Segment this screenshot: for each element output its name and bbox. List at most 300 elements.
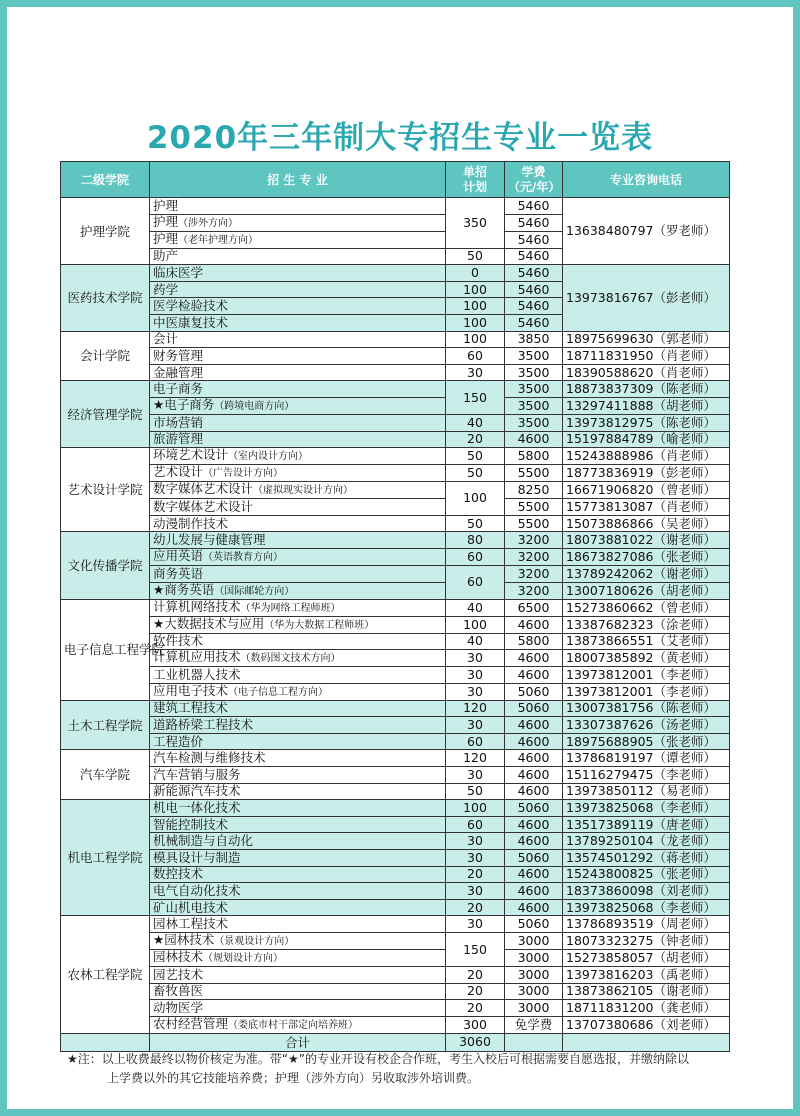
table-row	[61, 733, 730, 750]
plan-count: 30	[446, 650, 505, 667]
plan-count: 40	[446, 633, 505, 650]
consult-phone: 15073886866（吴老师）	[563, 515, 730, 532]
major-direction: （涉外方向）	[178, 217, 239, 229]
tuition-fee: 4600	[505, 717, 563, 734]
table-row	[61, 448, 730, 465]
table-row	[61, 833, 730, 850]
table-row	[61, 599, 730, 616]
table-row	[61, 650, 730, 667]
table-row	[61, 616, 730, 633]
plan-count: 100	[446, 616, 505, 633]
major-name: ★园林技术	[153, 932, 215, 947]
major-cell	[150, 783, 446, 800]
table-row	[61, 565, 730, 582]
tuition-fee: 3850	[505, 331, 563, 348]
major-cell	[150, 499, 446, 516]
plan-count: 20	[446, 967, 505, 984]
consult-phone: 13707380686（刘老师）	[563, 1016, 730, 1033]
major-name: 机械制造与自动化	[153, 833, 254, 849]
major-cell	[150, 1000, 446, 1017]
major-name: 畜牧兽医	[153, 983, 204, 999]
plan-count: 20	[446, 899, 505, 916]
table-row	[61, 465, 730, 482]
major-name: 金融管理	[153, 364, 204, 380]
table-row	[61, 899, 730, 916]
major-name: 园林技术	[153, 949, 204, 964]
header-fee	[505, 162, 563, 198]
major-direction: （华为大数据工程师班）	[264, 619, 375, 631]
table-row	[61, 983, 730, 1000]
major-cell	[150, 248, 446, 265]
plan-count: 20	[446, 866, 505, 883]
major-name: 数字媒体艺术设计	[153, 481, 254, 497]
header-plan	[446, 162, 505, 198]
table-row	[61, 397, 730, 414]
table-row	[61, 850, 730, 867]
tuition-fee: 8250	[505, 482, 563, 499]
plan-count: 60	[446, 348, 505, 365]
tuition-fee: 3500	[505, 414, 563, 431]
consult-phone: 15197884789（喻老师）	[563, 431, 730, 448]
major-direction: （华为网络工程师班）	[240, 602, 341, 614]
consult-phone: 13517389119（唐老师）	[563, 816, 730, 833]
consult-phone: 13789250104（龙老师）	[563, 833, 730, 850]
major-name: 会计	[153, 331, 179, 347]
major-name: 模具设计与制造	[153, 849, 241, 865]
plan-count: 100	[446, 800, 505, 817]
tuition-fee: 5460	[505, 314, 563, 331]
major-name: 农村经营管理	[153, 1015, 229, 1031]
major-direction: （英语教育方向）	[203, 551, 284, 563]
plan-count: 150	[446, 933, 505, 967]
tuition-fee: 5800	[505, 448, 563, 465]
table-row	[61, 414, 730, 431]
consult-phone: 15773813087（肖老师）	[563, 499, 730, 516]
major-name: 旅游管理	[153, 431, 204, 447]
plan-count: 100	[446, 331, 505, 348]
consult-phone: 18873837309（陈老师）	[563, 381, 730, 398]
plan-count: 100	[446, 314, 505, 331]
consult-phone: 13973812001（李老师）	[563, 667, 730, 684]
consult-phone: 18975699630（郭老师）	[563, 331, 730, 348]
major-direction: （国际邮轮方向）	[214, 585, 295, 597]
major-cell	[150, 381, 446, 398]
major-cell	[150, 899, 446, 916]
border-top	[0, 0, 800, 7]
major-cell	[150, 431, 446, 448]
tuition-fee: 5460	[505, 231, 563, 248]
major-cell	[150, 548, 446, 565]
major-direction: （室内设计方向）	[228, 451, 309, 463]
tuition-fee: 5460	[505, 198, 563, 215]
tuition-fee: 5460	[505, 214, 563, 231]
college-name: 机电工程学院	[61, 800, 150, 916]
tuition-fee: 4600	[505, 616, 563, 633]
table-row	[61, 866, 730, 883]
consult-phone: 13973812001（李老师）	[563, 683, 730, 700]
border-bottom	[0, 1109, 800, 1116]
consult-phone: 18373860098（刘老师）	[563, 883, 730, 900]
table-row	[61, 482, 730, 499]
major-name: 数控技术	[153, 866, 204, 882]
header-plan-line1: 单招	[462, 164, 487, 179]
major-direction: （电子信息工程方向）	[228, 686, 329, 698]
tuition-fee: 5060	[505, 683, 563, 700]
major-direction: （广告设计方向）	[203, 468, 284, 480]
major-cell	[150, 866, 446, 883]
table-row	[61, 816, 730, 833]
major-cell	[150, 599, 446, 616]
major-name: 新能源汽车技术	[153, 783, 241, 799]
table-row	[61, 348, 730, 365]
major-cell	[150, 950, 446, 967]
plan-count: 80	[446, 532, 505, 549]
major-name: 矿山机电技术	[153, 899, 229, 915]
major-cell	[150, 967, 446, 984]
table-row	[61, 800, 730, 817]
consult-phone: 13973812975（陈老师）	[563, 414, 730, 431]
consult-phone: 15273858057（胡老师）	[563, 950, 730, 967]
consult-phone: 13973825068（李老师）	[563, 800, 730, 817]
consult-phone: 15243888986（肖老师）	[563, 448, 730, 465]
table-row	[61, 364, 730, 381]
college-name: 农林工程学院	[61, 916, 150, 1033]
consult-phone: 18773836919（彭老师）	[563, 465, 730, 482]
plan-count: 30	[446, 717, 505, 734]
major-cell	[150, 298, 446, 315]
plan-count: 40	[446, 414, 505, 431]
major-cell	[150, 933, 446, 950]
tuition-fee: 3000	[505, 950, 563, 967]
plan-count: 30	[446, 767, 505, 784]
major-cell	[150, 265, 446, 282]
plan-count: 30	[446, 883, 505, 900]
consult-phone: 13387682323（涂老师）	[563, 616, 730, 633]
consult-phone: 18975688905（张老师）	[563, 733, 730, 750]
border-right	[793, 0, 800, 1116]
tuition-fee: 4600	[505, 866, 563, 883]
tuition-fee: 5060	[505, 916, 563, 933]
consult-phone: 18073881022（谢老师）	[563, 532, 730, 549]
table-row	[61, 532, 730, 549]
major-cell	[150, 816, 446, 833]
major-cell	[150, 700, 446, 717]
tuition-fee: 4600	[505, 783, 563, 800]
table-row	[61, 700, 730, 717]
plan-count: 60	[446, 816, 505, 833]
tuition-fee: 3200	[505, 565, 563, 582]
plan-count: 30	[446, 364, 505, 381]
major-cell	[150, 683, 446, 700]
major-name: 市场营销	[153, 414, 204, 430]
table-row	[61, 683, 730, 700]
consult-phone: 13007381756（陈老师）	[563, 700, 730, 717]
footnote-line-1: ★注：以上收费最终以物价核定为准。带“★”的专业开设有校企合作班，考生入校后可根据需要自愿选报，并缴纳除以	[67, 1052, 689, 1066]
plan-count: 0	[446, 265, 505, 282]
plan-count: 30	[446, 683, 505, 700]
tuition-fee: 4600	[505, 733, 563, 750]
major-cell	[150, 633, 446, 650]
table-row	[61, 717, 730, 734]
footnote	[67, 1050, 747, 1088]
tuition-fee: 5500	[505, 465, 563, 482]
major-cell	[150, 1016, 446, 1033]
plan-count: 30	[446, 833, 505, 850]
major-cell	[150, 348, 446, 365]
table-row	[61, 499, 730, 516]
major-cell	[150, 281, 446, 298]
tuition-fee: 4600	[505, 899, 563, 916]
major-cell	[150, 850, 446, 867]
major-cell	[150, 833, 446, 850]
consult-phone: 13297411888（胡老师）	[563, 397, 730, 414]
major-name: 汽车营销与服务	[153, 766, 241, 782]
major-name: 环境艺术设计	[153, 447, 229, 463]
tuition-fee: 3000	[505, 1000, 563, 1017]
tuition-fee: 3000	[505, 933, 563, 950]
consult-phone: 13307387626（汤老师）	[563, 717, 730, 734]
consult-phone: 13789242062（谢老师）	[563, 565, 730, 582]
major-name: 汽车检测与维修技术	[153, 750, 266, 766]
tuition-fee: 4600	[505, 833, 563, 850]
major-cell	[150, 916, 446, 933]
tuition-fee: 3200	[505, 548, 563, 565]
tuition-fee: 3500	[505, 381, 563, 398]
tuition-fee: 免学费	[505, 1016, 563, 1033]
tuition-fee: 4600	[505, 431, 563, 448]
college-name: 土木工程学院	[61, 700, 150, 750]
consult-phone: 18711831200（龚老师）	[563, 1000, 730, 1017]
major-name: 应用电子技术	[153, 682, 229, 698]
tuition-fee: 6500	[505, 599, 563, 616]
major-name: 建筑工程技术	[153, 700, 229, 716]
major-cell	[150, 397, 446, 414]
major-name: 计算机网络技术	[153, 598, 241, 614]
major-cell	[150, 616, 446, 633]
tuition-fee: 3500	[505, 364, 563, 381]
major-name: 机电一体化技术	[153, 800, 241, 816]
plan-count: 100	[446, 482, 505, 516]
tuition-fee: 3000	[505, 983, 563, 1000]
total-label: 合计	[150, 1033, 446, 1051]
header-major: 招 生 专 业	[150, 162, 446, 198]
college-name: 汽车学院	[61, 750, 150, 800]
tuition-fee: 5460	[505, 265, 563, 282]
college-name: 经济管理学院	[61, 381, 150, 448]
consult-phone: 13786819197（谭老师）	[563, 750, 730, 767]
plan-count: 50	[446, 448, 505, 465]
tuition-fee: 4600	[505, 650, 563, 667]
page-title: 2020年三年制大专招生专业一览表	[146, 120, 654, 156]
header-fee-line2: （元/年）	[508, 179, 561, 194]
major-name: 护理	[153, 197, 179, 213]
tuition-fee: 5060	[505, 850, 563, 867]
major-name: 药学	[153, 281, 179, 297]
tuition-fee: 5460	[505, 248, 563, 265]
major-cell	[150, 364, 446, 381]
major-name: 动漫制作技术	[153, 515, 229, 531]
table-row	[61, 381, 730, 398]
major-name: ★大数据技术与应用	[153, 615, 265, 631]
major-direction: （跨境电商方向）	[214, 400, 295, 412]
major-name: 电气自动化技术	[153, 883, 241, 899]
table-row	[61, 1016, 730, 1033]
major-name: 园艺技术	[153, 966, 204, 982]
header-phone: 专业咨询电话	[563, 162, 730, 198]
major-cell	[150, 733, 446, 750]
major-cell	[150, 767, 446, 784]
plan-count: 20	[446, 431, 505, 448]
consult-phone: 15116279475（李老师）	[563, 767, 730, 784]
major-cell	[150, 198, 446, 215]
major-cell	[150, 465, 446, 482]
plan-count: 120	[446, 700, 505, 717]
major-cell	[150, 482, 446, 499]
total-fee-cell	[505, 1033, 563, 1051]
table-row	[61, 950, 730, 967]
major-name: 幼儿发展与健康管理	[153, 532, 266, 548]
tuition-fee: 3500	[505, 397, 563, 414]
table-body	[61, 198, 730, 1034]
college-name: 医药技术学院	[61, 265, 150, 331]
plan-count: 50	[446, 465, 505, 482]
major-name: 艺术设计	[153, 464, 204, 480]
college-name: 电子信息工程学院	[61, 599, 150, 700]
consult-phone: 18673827086（张老师）	[563, 548, 730, 565]
tuition-fee: 4600	[505, 883, 563, 900]
tuition-fee: 5500	[505, 499, 563, 516]
major-name: 商务英语	[153, 565, 204, 581]
major-cell	[150, 565, 446, 582]
tuition-fee: 4600	[505, 816, 563, 833]
tuition-fee: 3500	[505, 348, 563, 365]
major-cell	[150, 717, 446, 734]
total-label-cell	[61, 1033, 150, 1051]
consult-phone: 15243800825（张老师）	[563, 866, 730, 883]
footnote-line-2: 上学费以外的其它技能培养费；护理（涉外方向）另收取涉外培训费。	[107, 1071, 480, 1085]
border-left	[0, 0, 7, 1116]
table-row	[61, 933, 730, 950]
major-cell	[150, 331, 446, 348]
major-direction: （虚拟现实设计方向）	[253, 485, 354, 497]
plan-count: 120	[446, 750, 505, 767]
tuition-fee: 5460	[505, 281, 563, 298]
table-row	[61, 667, 730, 684]
tuition-fee: 4600	[505, 767, 563, 784]
tuition-fee: 5460	[505, 298, 563, 315]
plan-count: 100	[446, 281, 505, 298]
major-cell	[150, 650, 446, 667]
major-cell	[150, 983, 446, 1000]
header-plan-line2: 计划	[462, 179, 487, 194]
table-row	[61, 967, 730, 984]
college-name: 艺术设计学院	[61, 448, 150, 532]
major-name: 助产	[153, 248, 179, 264]
consult-phone: 13786893519（周老师）	[563, 916, 730, 933]
header-college: 二级学院	[61, 162, 150, 198]
enrollment-table	[60, 161, 730, 1052]
consult-phone: 13973816203（禹老师）	[563, 967, 730, 984]
table-row	[61, 198, 730, 215]
major-direction: （景观设计方向）	[214, 936, 295, 947]
major-cell	[150, 448, 446, 465]
table-row	[61, 1000, 730, 1017]
header-fee-line1: 学费	[521, 164, 546, 179]
consult-phone: 13973825068（李老师）	[563, 899, 730, 916]
plan-count: 50	[446, 783, 505, 800]
plan-count: 50	[446, 515, 505, 532]
major-cell	[150, 314, 446, 331]
tuition-fee: 5500	[505, 515, 563, 532]
consult-phone: 13873862105（谢老师）	[563, 983, 730, 1000]
major-cell	[150, 800, 446, 817]
major-direction: （娄底市村干部定向培养班）	[228, 1019, 359, 1031]
tuition-fee: 4600	[505, 750, 563, 767]
consult-phone: 18073323275（钟老师）	[563, 933, 730, 950]
plan-count: 100	[446, 298, 505, 315]
plan-count: 30	[446, 916, 505, 933]
plan-count: 20	[446, 1000, 505, 1017]
major-name: 应用英语	[153, 547, 204, 563]
major-name: ★商务英语	[153, 581, 215, 597]
major-cell	[150, 214, 446, 231]
major-name: 医学检验技术	[153, 298, 229, 314]
plan-count: 20	[446, 983, 505, 1000]
major-cell	[150, 667, 446, 684]
plan-count: 60	[446, 733, 505, 750]
table-header-row	[61, 162, 730, 198]
plan-count: 60	[446, 565, 505, 599]
total-phone-cell	[563, 1033, 730, 1051]
major-name: 园林工程技术	[153, 916, 229, 932]
major-name: 智能控制技术	[153, 816, 229, 832]
major-name: ★电子商务	[153, 396, 215, 412]
consult-phone: 16671906820（曾老师）	[563, 482, 730, 499]
table-row	[61, 548, 730, 565]
table-row	[61, 265, 730, 282]
major-name: 计算机应用技术	[153, 649, 241, 665]
major-cell	[150, 532, 446, 549]
total-row	[61, 1033, 730, 1051]
plan-count: 300	[446, 1016, 505, 1033]
plan-count: 30	[446, 667, 505, 684]
college-name: 文化传播学院	[61, 532, 150, 599]
tuition-fee: 5800	[505, 633, 563, 650]
major-cell	[150, 231, 446, 248]
consult-phone: 15273860662（曾老师）	[563, 599, 730, 616]
tuition-fee: 3000	[505, 967, 563, 984]
tuition-fee: 3200	[505, 532, 563, 549]
major-cell	[150, 582, 446, 599]
major-name: 工业机器人技术	[153, 666, 241, 682]
major-name: 动物医学	[153, 999, 204, 1015]
table-row	[61, 431, 730, 448]
major-name: 财务管理	[153, 347, 204, 363]
consult-phone: 18390588620（肖老师）	[563, 364, 730, 381]
major-direction: （老年护理方向）	[178, 234, 259, 246]
table-row	[61, 883, 730, 900]
consult-phone: 18007385892（黄老师）	[563, 650, 730, 667]
table-row	[61, 767, 730, 784]
plan-count: 30	[446, 850, 505, 867]
major-name: 电子商务	[153, 381, 204, 397]
plan-count: 40	[446, 599, 505, 616]
consult-phone: 13873866551（艾老师）	[563, 633, 730, 650]
major-direction: （数码图文技术方向）	[240, 653, 341, 665]
table-row	[61, 750, 730, 767]
major-name: 软件技术	[153, 633, 204, 649]
major-name: 护理	[153, 230, 179, 246]
